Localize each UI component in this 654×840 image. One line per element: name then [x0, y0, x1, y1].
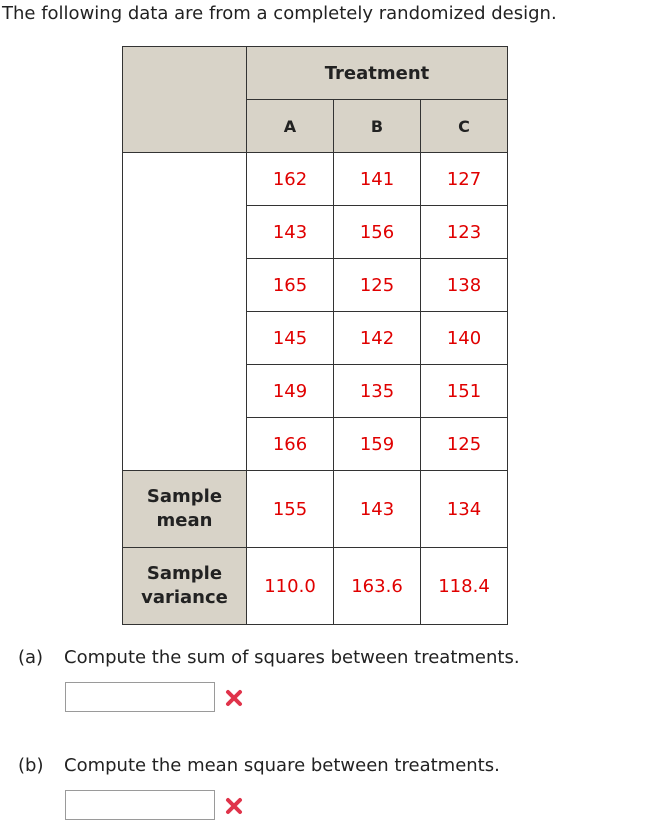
sample-variance-value: 118.4: [421, 548, 508, 625]
sample-mean-value: 155: [247, 471, 334, 548]
answer-a-input[interactable]: [65, 682, 215, 712]
question-a-label: (a): [18, 647, 44, 668]
sample-variance-label-line1: Sample: [146, 563, 223, 584]
value-cell: 125: [334, 259, 421, 312]
value-cell: 156: [334, 206, 421, 259]
sample-mean-value: 134: [421, 471, 508, 548]
value-cell: 142: [334, 312, 421, 365]
value-cell: 149: [247, 365, 334, 418]
sample-mean-row: [123, 471, 508, 548]
question-b: [18, 754, 500, 778]
value-cell: 140: [421, 312, 508, 365]
value-cell: 125: [421, 418, 508, 471]
sample-variance-value: 163.6: [334, 548, 421, 625]
sample-mean-label-line2: mean: [156, 510, 213, 531]
sample-mean-label: [123, 471, 247, 548]
sample-mean-label-line1: Sample: [146, 486, 223, 507]
value-cell: 162: [247, 153, 334, 206]
question-b-label: (b): [18, 755, 44, 776]
value-cell: 145: [247, 312, 334, 365]
sample-variance-value: 110.0: [247, 548, 334, 625]
table-row: [123, 153, 508, 206]
value-cell: 127: [421, 153, 508, 206]
question-b-text: Compute the mean square between treatments.: [64, 755, 500, 776]
value-cell: 135: [334, 365, 421, 418]
value-cell: 166: [247, 418, 334, 471]
x-mark-icon: [224, 688, 244, 708]
data-table: [122, 46, 508, 625]
sample-mean-value: 143: [334, 471, 421, 548]
question-a-text: Compute the sum of squares between treatments.: [64, 647, 520, 668]
value-cell: 151: [421, 365, 508, 418]
value-cell: 143: [247, 206, 334, 259]
answer-b-input[interactable]: [65, 790, 215, 820]
question-a: [18, 646, 520, 670]
column-header-c: C: [421, 100, 508, 153]
value-cell: 165: [247, 259, 334, 312]
table-corner-cell: [123, 47, 247, 153]
sample-variance-row: [123, 548, 508, 625]
value-cell: 123: [421, 206, 508, 259]
sample-variance-label: [123, 548, 247, 625]
intro-text: The following data are from a completely randomized design.: [2, 3, 557, 24]
value-cell: 141: [334, 153, 421, 206]
row-label-blank: [123, 153, 247, 471]
value-cell: 159: [334, 418, 421, 471]
treatment-header: Treatment: [247, 47, 508, 100]
value-cell: 138: [421, 259, 508, 312]
column-header-a: A: [247, 100, 334, 153]
column-header-b: B: [334, 100, 421, 153]
sample-variance-label-line2: variance: [141, 587, 228, 608]
x-mark-icon: [224, 796, 244, 816]
